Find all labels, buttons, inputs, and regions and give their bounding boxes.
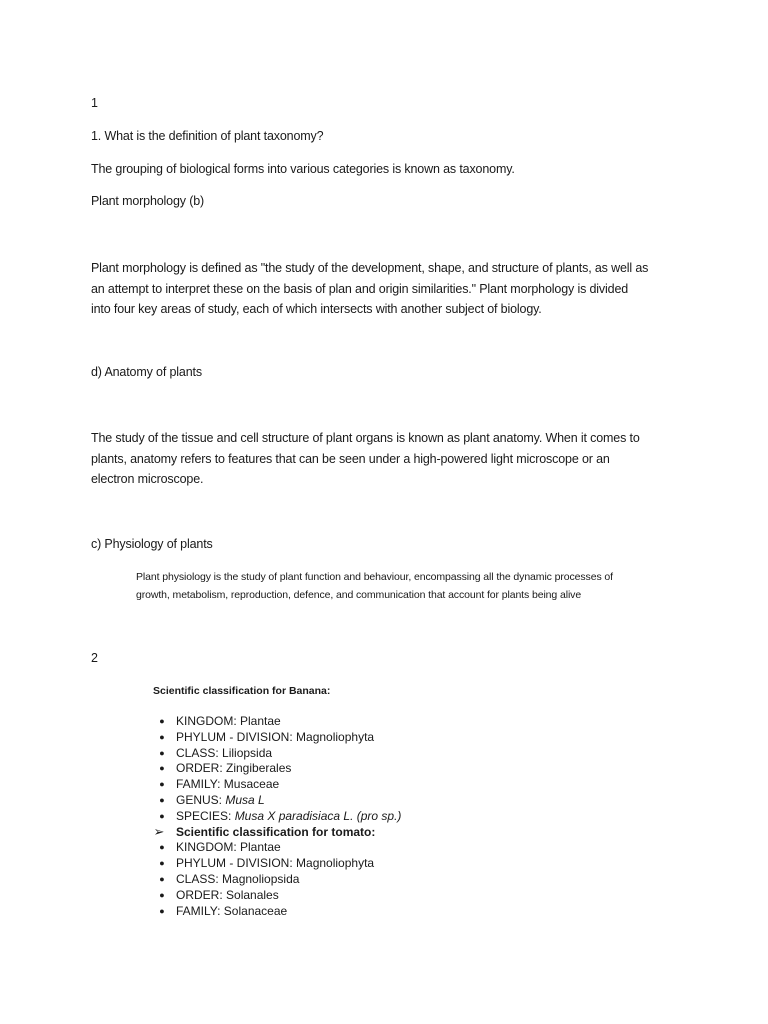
paragraph-anatomy bbox=[91, 428, 691, 490]
list-item-label: CLASS: bbox=[176, 872, 223, 886]
list-item-text bbox=[176, 855, 374, 871]
list-item-value: Plantae bbox=[240, 714, 281, 728]
question-1: 1. What is the definition of plant taxonomy? bbox=[91, 129, 324, 143]
bullet-icon: ● bbox=[159, 716, 165, 726]
list-item-value: Solanales bbox=[226, 887, 279, 902]
list-item-label: FAMILY: bbox=[176, 777, 224, 792]
list-item-text bbox=[176, 887, 279, 903]
bullet-icon: ● bbox=[159, 795, 165, 805]
list-item-text bbox=[176, 760, 291, 776]
bullet-icon: ● bbox=[159, 858, 165, 869]
list-item-value: Musaceae bbox=[223, 777, 280, 792]
list-item-value: Musa L bbox=[225, 793, 265, 807]
list-item-label: PHYLUM - DIVISION: bbox=[176, 856, 297, 871]
paragraph-line: growth, metabolism, reproduction, defence, and communication that account for plants being alive bbox=[136, 589, 582, 601]
arrow-bullet-icon: ➢ bbox=[153, 823, 165, 839]
list-item-label: CLASS: bbox=[176, 745, 223, 760]
list-item-text bbox=[176, 745, 272, 761]
list-item-text bbox=[176, 808, 401, 824]
list-item-value: Musa X paradisiaca L. (pro sp.) bbox=[234, 808, 402, 823]
list-item-value: Magnoliopsida bbox=[222, 872, 300, 886]
list-item-label: KINGDOM: bbox=[176, 714, 241, 728]
bullet-icon: ● bbox=[159, 731, 165, 742]
list-item-label: ORDER: bbox=[176, 887, 227, 902]
list-item-text bbox=[176, 824, 375, 840]
list-item-text bbox=[176, 792, 265, 808]
section-number-2: 2 bbox=[91, 651, 98, 665]
list-item-label: GENUS: bbox=[176, 793, 226, 807]
list-item-text bbox=[176, 713, 281, 729]
paragraph-line: The study of the tissue and cell structure of plant organs is known as plant anatomy. When it comes to bbox=[91, 431, 640, 445]
bullet-icon: ● bbox=[159, 874, 165, 884]
bullet-icon: ● bbox=[159, 763, 165, 774]
bullet-icon: ● bbox=[159, 842, 165, 853]
heading-banana-classification: Scientific classification for Banana: bbox=[153, 685, 331, 697]
list-item-label: KINGDOM: bbox=[176, 840, 241, 855]
paragraph-morphology bbox=[91, 258, 691, 320]
list-item-value: Plantae bbox=[240, 840, 281, 855]
list-item-label: SPECIES: bbox=[176, 808, 235, 823]
bullet-icon: ● bbox=[159, 810, 165, 821]
paragraph-line: electron microscope. bbox=[91, 472, 204, 486]
heading-plant-morphology: Plant morphology (b) bbox=[91, 194, 205, 208]
list-item-value: Magnoliophyta bbox=[296, 729, 375, 744]
bullet-icon: ● bbox=[159, 905, 165, 916]
list-item-text bbox=[176, 903, 287, 919]
heading-physiology: c) Physiology of plants bbox=[91, 537, 213, 551]
paragraph-line: Plant morphology is defined as "the study of the development, shape, and structure of plants, as well as bbox=[91, 261, 649, 275]
section-number-1: 1 bbox=[91, 96, 98, 110]
list-item-text bbox=[176, 729, 374, 745]
list-item-label: Scientific classification for tomato: bbox=[176, 824, 376, 839]
heading-anatomy: d) Anatomy of plants bbox=[91, 365, 202, 379]
bullet-icon: ● bbox=[159, 889, 165, 900]
paragraph-line: an attempt to interpret these on the basis of plan and origin similarities." Plant morphology is divided bbox=[91, 281, 629, 296]
list-item-label: PHYLUM - DIVISION: bbox=[176, 729, 297, 744]
list-item-value: Liliopsida bbox=[222, 745, 273, 760]
paragraph-line: into four key areas of study, each of which intersects with another subject of biology. bbox=[91, 302, 542, 316]
bullet-icon: ● bbox=[159, 747, 165, 758]
list-item-text bbox=[176, 776, 279, 792]
list-item-label: FAMILY: bbox=[176, 903, 224, 918]
list-item-value: Solanaceae bbox=[223, 903, 288, 918]
list-item-label: ORDER: bbox=[176, 761, 227, 776]
list-item-text bbox=[176, 839, 281, 855]
paragraph-line: plants, anatomy refers to features that can be seen under a high-powered light microscope or an bbox=[91, 451, 610, 466]
list-item-value: Zingiberales bbox=[226, 761, 292, 776]
bullet-icon: ● bbox=[159, 779, 165, 790]
answer-taxonomy: The grouping of biological forms into various categories is known as taxonomy. bbox=[91, 162, 515, 176]
paragraph-line: Plant physiology is the study of plant function and behaviour, encompassing all the dynamic processes of bbox=[136, 571, 613, 583]
list-item-text bbox=[176, 871, 299, 887]
paragraph-physiology bbox=[136, 568, 696, 604]
list-item-value: Magnoliophyta bbox=[296, 856, 375, 871]
